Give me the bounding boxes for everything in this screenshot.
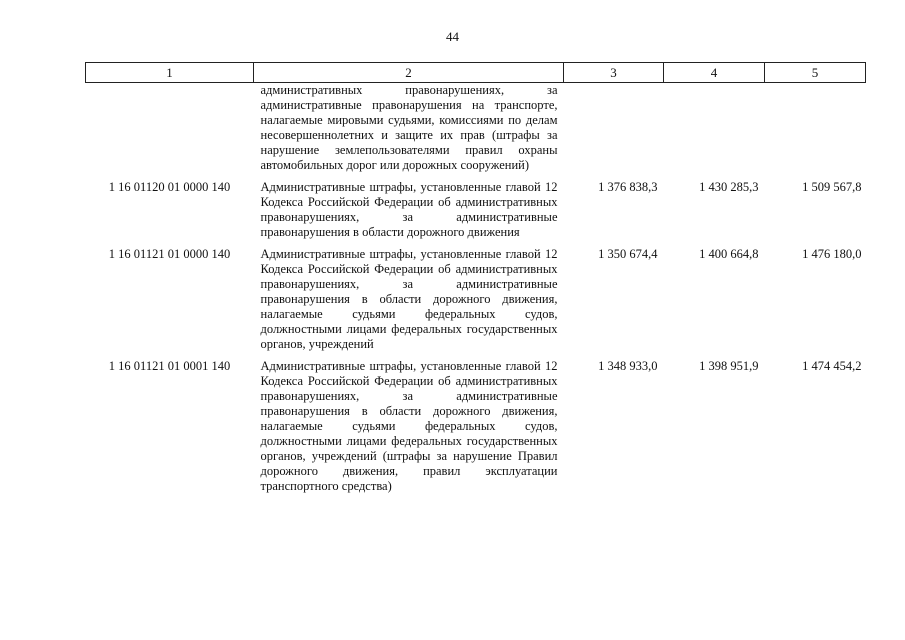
row-value-col4: 1 400 664,8 <box>699 247 759 261</box>
header-col-5: 5 <box>765 63 866 83</box>
row-value-col5: 1 474 454,2 <box>802 359 862 373</box>
row-code: 1 16 01120 01 0000 140 <box>108 180 231 194</box>
table-header <box>86 63 866 83</box>
row-description: Административные штрафы, установленные главой 12 Кодекса Российской Федерации об административных правонарушениях, за административные правонарушения в области дорожного движения, налагаемые судьями федеральных судов, должностными лицами федеральных государственных органов, учреждений <box>260 247 558 351</box>
page-number: 44 <box>446 29 459 44</box>
header-col-4: 4 <box>664 63 765 83</box>
header-col-3: 3 <box>564 63 664 83</box>
row-value-col4: 1 398 951,9 <box>699 359 759 373</box>
row-code-empty <box>86 83 254 178</box>
row-code: 1 16 01121 01 0001 140 <box>108 359 231 373</box>
table-row <box>86 244 866 356</box>
header-col-2: 2 <box>254 63 564 83</box>
table-row <box>86 356 866 498</box>
budget-table <box>85 62 866 498</box>
table-body <box>86 83 866 499</box>
row-value-col5-empty <box>765 83 866 178</box>
header-row <box>86 63 866 83</box>
row-value-col4: 1 430 285,3 <box>699 180 759 194</box>
row-description: Административные штрафы, установленные главой 12 Кодекса Российской Федерации об административных правонарушениях, за административные правонарушения в области дорожного движения <box>260 180 558 239</box>
row-value-col3: 1 348 933,0 <box>598 359 658 373</box>
row-value-col5: 1 509 567,8 <box>802 180 862 194</box>
row-code: 1 16 01121 01 0000 140 <box>108 247 231 261</box>
row-value-col5: 1 476 180,0 <box>802 247 862 261</box>
table-row <box>86 177 866 244</box>
row-value-col3: 1 350 674,4 <box>598 247 658 261</box>
table-row-continuation <box>86 83 866 178</box>
row-description: административных правонарушениях, за административные правонарушения на транспорте, налагаемые мировыми судьями, комиссиями по делам несовершеннолетних и защите их прав (штрафы за нарушение землепользователями правил охраны автомобильных дорог или дорожных сооружений) <box>260 83 558 172</box>
header-col-1: 1 <box>86 63 254 83</box>
row-value-col3-empty <box>564 83 664 178</box>
row-value-col3: 1 376 838,3 <box>598 180 658 194</box>
budget-table-container <box>85 62 865 498</box>
row-value-col4-empty <box>664 83 765 178</box>
row-description: Административные штрафы, установленные главой 12 Кодекса Российской Федерации об административных правонарушениях, за административные правонарушения в области дорожного движения, налагаемые судьями федеральных судов, должностными лицами федеральных государственных органов, учреждений (штрафы за нарушение Правил дорожного движения, правил эксплуатации транспортного средства) <box>260 359 558 493</box>
